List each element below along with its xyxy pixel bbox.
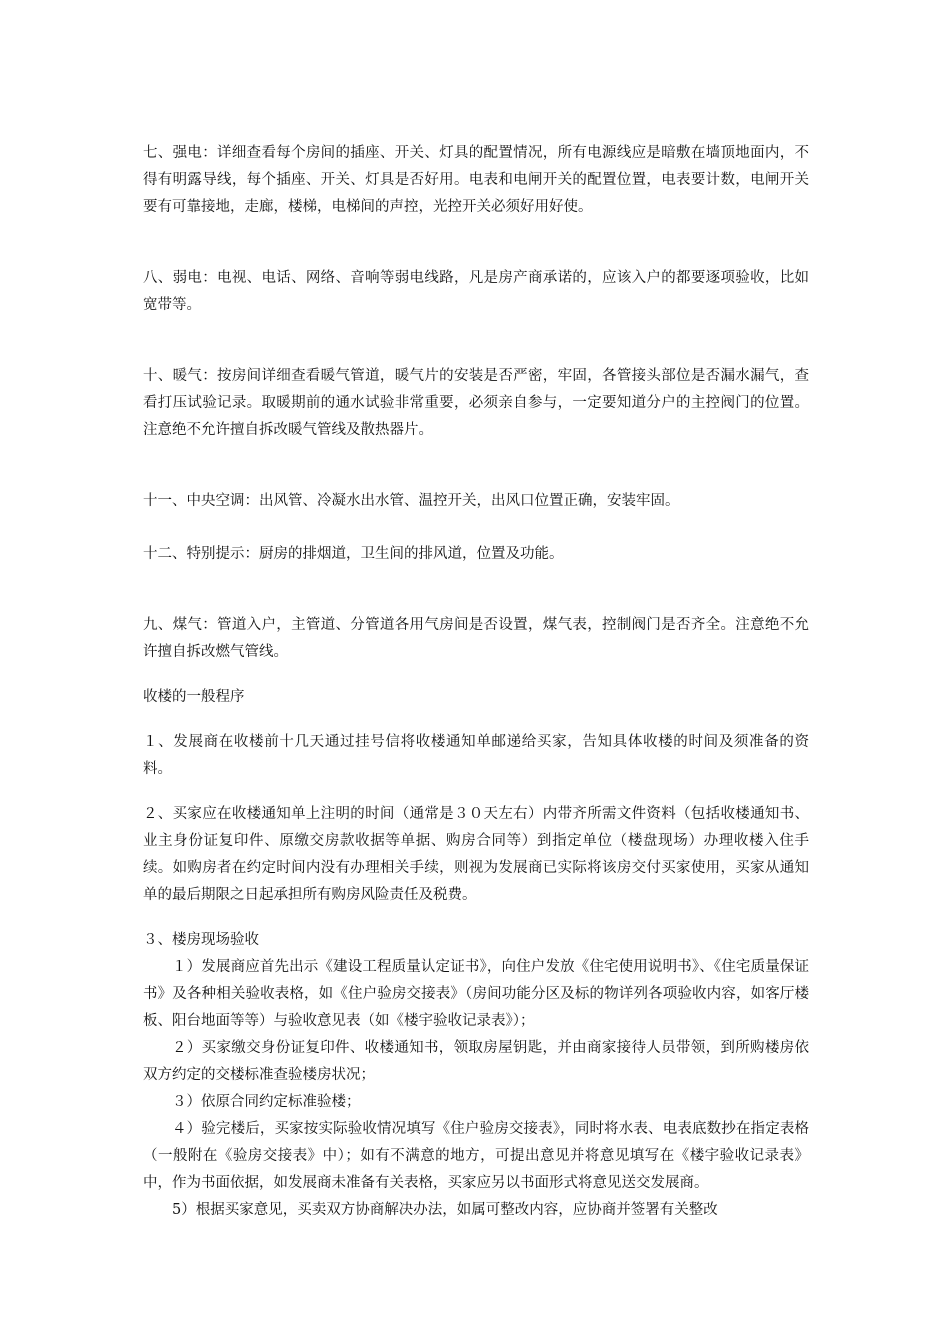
document-body xyxy=(143,140,809,1224)
section-heating: 十、暖气：按房间详细查看暖气管道，暖气片的安装是否严密，牢固，各管接头部位是否漏水漏气，查看打压试验记录。取暖期前的通水试验非常重要，必须亲自参与，一定要知道分户的主控阀门的位置。注意绝不允许擅自拆改暖气管线及散热器片。 xyxy=(143,368,809,438)
section-strong-electric: 七、强电：详细查看每个房间的插座、开关、灯具的配置情况，所有电源线应是暗敷在墙顶地面内，不得有明露导线，每个插座、开关、灯具是否好用。电表和电闸开关的配置位置，电表要计数，电闸开关要有可靠接地，走廊，楼梯，电梯间的声控，光控开关必须好用好使。 xyxy=(143,145,809,215)
section-gas: 九、煤气：管道入户，主管道、分管道各用气房间是否设置，煤气表，控制阀门是否齐全。注意绝不允许擅自拆改燃气管线。 xyxy=(143,617,809,660)
procedure-substep-2: ２）买家缴交身份证复印件、收楼通知书，领取房屋钥匙，并由商家接待人员带领，到所购楼房依双方约定的交楼标准查验楼房状况； xyxy=(143,1040,809,1083)
section-central-ac: 十一、中央空调：出风管、冷凝水出水管、温控开关，出风口位置正确，安装牢固。 xyxy=(143,493,680,509)
procedure-step-1: １、发展商在收楼前十几天通过挂号信将收楼通知单邮递给买家，告知具体收楼的时间及须准备的资料。 xyxy=(143,734,809,777)
procedure-step-3: ３、楼房现场验收 xyxy=(143,932,259,948)
procedure-substep-5: 5）根据买家意见，买卖双方协商解决办法，如属可整改内容，应协商并签署有关整改 xyxy=(172,1202,718,1218)
procedure-heading: 收楼的一般程序 xyxy=(143,689,245,705)
procedure-substep-3: ３）依原合同约定标准验楼； xyxy=(172,1094,361,1110)
procedure-substep-1: １）发展商应首先出示《建设工程质量认定证书》，向住户发放《住宅使用说明书》、《住宅质量保证书》及各种相关验收表格，如《住户验房交接表》（房间功能分区及标的物详列各项验收内容，如客厅楼板、阳台地面等等）与验收意见表（如《楼宇验收记录表》）； xyxy=(143,959,809,1029)
procedure-step-2: ２、买家应在收楼通知单上注明的时间（通常是３０天左右）内带齐所需文件资料（包括收楼通知书、业主身份证复印件、原缴交房款收据等单据、购房合同等）到指定单位（楼盘现场）办理收楼入住手续。如购房者在约定时间内没有办理相关手续，则视为发展商已实际将该房交付买家使用，买家从通知单的最后期限之日起承担所有购房风险责任及税费。 xyxy=(143,806,809,903)
procedure-substep-4: ４）验完楼后，买家按实际验收情况填写《住户验房交接表》，同时将水表、电表底数抄在指定表格（一般附在《验房交接表》中）；如有不满意的地方，可提出意见并将意见填写在《楼宇验收记录表》中，作为书面依据，如发展商未准备有关表格，买家应另以书面形式将意见送交发展商。 xyxy=(143,1121,809,1191)
section-special-note: 十二、特别提示：厨房的排烟道，卫生间的排风道，位置及功能。 xyxy=(143,546,564,562)
section-weak-electric: 八、弱电：电视、电话、网络、音响等弱电线路，凡是房产商承诺的，应该入户的都要逐项验收，比如宽带等。 xyxy=(143,270,809,313)
